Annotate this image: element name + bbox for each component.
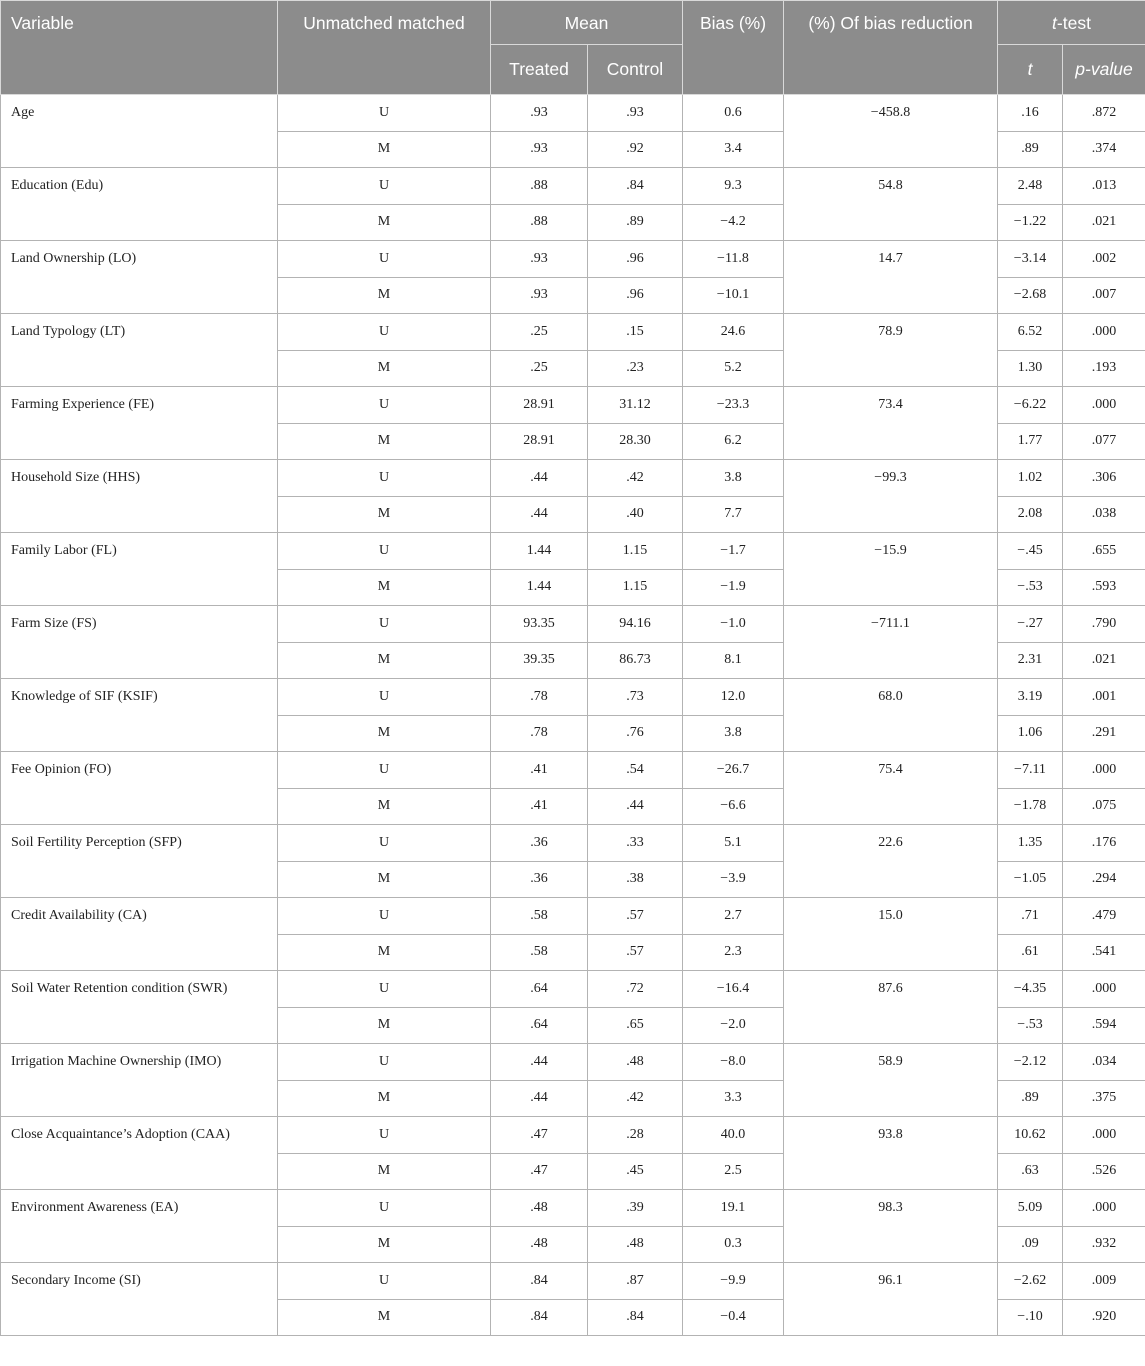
sample-label: M [278,423,491,460]
bias-reduction-value: −711.1 [784,606,998,679]
p-value: .077 [1063,423,1145,460]
t-value: −.53 [998,1007,1063,1044]
mean-treated: .25 [491,314,588,351]
bias-value: 0.6 [683,95,784,132]
sample-label: M [278,1153,491,1190]
bias-reduction-value: 15.0 [784,898,998,971]
p-value: .374 [1063,131,1145,168]
sample-label: M [278,204,491,241]
p-value: .021 [1063,204,1145,241]
mean-treated: 1.44 [491,533,588,570]
t-value: 6.52 [998,314,1063,351]
sample-label: M [278,715,491,752]
bias-value: 12.0 [683,679,784,716]
t-value: −6.22 [998,387,1063,424]
t-value: −7.11 [998,752,1063,789]
mean-control: .42 [588,1080,683,1117]
bias-value: −2.0 [683,1007,784,1044]
bias-value: 3.3 [683,1080,784,1117]
mean-treated: .93 [491,95,588,132]
t-value: 3.19 [998,679,1063,716]
mean-control: .84 [588,1299,683,1336]
mean-treated: 1.44 [491,569,588,606]
sample-label: U [278,168,491,205]
mean-control: .28 [588,1117,683,1154]
header-t-test [998,1,1145,45]
table-row [1,1117,1145,1154]
mean-control: .65 [588,1007,683,1044]
mean-control: .76 [588,715,683,752]
bias-value: −4.2 [683,204,784,241]
bias-value: −1.7 [683,533,784,570]
sample-label: M [278,569,491,606]
t-value: −2.62 [998,1263,1063,1300]
mean-control: .92 [588,131,683,168]
sample-label: M [278,934,491,971]
p-value: .176 [1063,825,1145,862]
mean-treated: .88 [491,168,588,205]
bias-value: −23.3 [683,387,784,424]
mean-treated: .93 [491,241,588,278]
p-value: .021 [1063,642,1145,679]
t-value: 10.62 [998,1117,1063,1154]
t-value: 1.35 [998,825,1063,862]
mean-treated: .47 [491,1153,588,1190]
bias-value: −1.0 [683,606,784,643]
t-value: 2.48 [998,168,1063,205]
mean-treated: .44 [491,1080,588,1117]
t-value: −.45 [998,533,1063,570]
bias-value: −3.9 [683,861,784,898]
mean-control: .38 [588,861,683,898]
t-value: 2.08 [998,496,1063,533]
sample-label: M [278,861,491,898]
variable-name: Farming Experience (FE) [1,387,278,460]
t-value: −.10 [998,1299,1063,1336]
bias-value: −6.6 [683,788,784,825]
bias-value: 19.1 [683,1190,784,1227]
p-value: .000 [1063,1117,1145,1154]
mean-control: 31.12 [588,387,683,424]
bias-value: −0.4 [683,1299,784,1336]
sample-label: M [278,1007,491,1044]
variable-name: Land Ownership (LO) [1,241,278,314]
header-control: Control [588,45,683,95]
sample-label: M [278,131,491,168]
bias-value: 40.0 [683,1117,784,1154]
bias-reduction-value: 54.8 [784,168,998,241]
t-value: 1.30 [998,350,1063,387]
t-value: −.27 [998,606,1063,643]
p-value: .000 [1063,971,1145,1008]
table-row [1,971,1145,1008]
p-value: .655 [1063,533,1145,570]
mean-treated: .48 [491,1226,588,1263]
mean-control: 28.30 [588,423,683,460]
p-value: .541 [1063,934,1145,971]
bias-reduction-value: 58.9 [784,1044,998,1117]
table-body [1,95,1145,1336]
bias-value: 5.1 [683,825,784,862]
mean-treated: .84 [491,1263,588,1300]
variable-name: Family Labor (FL) [1,533,278,606]
variable-name: Farm Size (FS) [1,606,278,679]
sample-label: U [278,1044,491,1081]
mean-control: .33 [588,825,683,862]
bias-value: 5.2 [683,350,784,387]
sample-label: U [278,314,491,351]
mean-treated: .41 [491,788,588,825]
variable-name: Fee Opinion (FO) [1,752,278,825]
mean-treated: .78 [491,715,588,752]
bias-reduction-value: 96.1 [784,1263,998,1336]
table-row [1,95,1145,132]
sample-label: U [278,95,491,132]
sample-label: M [278,1299,491,1336]
table-row [1,168,1145,205]
p-value: .193 [1063,350,1145,387]
bias-value: 3.8 [683,715,784,752]
bias-value: 9.3 [683,168,784,205]
mean-treated: 93.35 [491,606,588,643]
table-row [1,679,1145,716]
mean-control: .40 [588,496,683,533]
bias-value: 3.4 [683,131,784,168]
p-value: .790 [1063,606,1145,643]
mean-control: 86.73 [588,642,683,679]
mean-control: .57 [588,934,683,971]
bias-reduction-value: 87.6 [784,971,998,1044]
t-value: −1.05 [998,861,1063,898]
t-value: 5.09 [998,1190,1063,1227]
header-p-value: p-value [1063,45,1145,95]
bias-value: 8.1 [683,642,784,679]
header-t-test-rest: -test [1056,13,1091,33]
variable-name: Household Size (HHS) [1,460,278,533]
mean-treated: .64 [491,1007,588,1044]
mean-treated: 28.91 [491,423,588,460]
t-value: −1.22 [998,204,1063,241]
sample-label: M [278,642,491,679]
sample-label: U [278,387,491,424]
bias-reduction-value: 68.0 [784,679,998,752]
bias-value: 3.8 [683,460,784,497]
variable-name: Knowledge of SIF (KSIF) [1,679,278,752]
t-value: −.53 [998,569,1063,606]
sample-label: M [278,496,491,533]
t-value: .89 [998,131,1063,168]
mean-control: .15 [588,314,683,351]
sample-label: U [278,533,491,570]
p-value: .291 [1063,715,1145,752]
sample-label: U [278,679,491,716]
sample-label: U [278,606,491,643]
t-value: .71 [998,898,1063,935]
bias-value: 24.6 [683,314,784,351]
t-value: .63 [998,1153,1063,1190]
mean-control: .48 [588,1226,683,1263]
t-value: .16 [998,95,1063,132]
mean-treated: .47 [491,1117,588,1154]
p-value: .000 [1063,387,1145,424]
t-value: −2.68 [998,277,1063,314]
sample-label: U [278,1263,491,1300]
bias-value: 2.7 [683,898,784,935]
t-value: .89 [998,1080,1063,1117]
sample-label: U [278,1117,491,1154]
mean-treated: .58 [491,898,588,935]
bias-reduction-value: 78.9 [784,314,998,387]
table-row [1,533,1145,570]
variable-name: Soil Fertility Perception (SFP) [1,825,278,898]
mean-control: .96 [588,241,683,278]
mean-treated: .93 [491,277,588,314]
sample-label: U [278,825,491,862]
p-value: .526 [1063,1153,1145,1190]
header-t-test-italic: t [1052,13,1057,33]
table-row [1,387,1145,424]
bias-reduction-value: −458.8 [784,95,998,168]
t-value: .09 [998,1226,1063,1263]
mean-treated: .41 [491,752,588,789]
bias-value: −26.7 [683,752,784,789]
variable-name: Secondary Income (SI) [1,1263,278,1336]
p-value: .000 [1063,314,1145,351]
mean-treated: .36 [491,861,588,898]
variable-name: Close Acquaintance’s Adoption (CAA) [1,1117,278,1190]
p-value: .038 [1063,496,1145,533]
mean-control: .42 [588,460,683,497]
mean-control: .39 [588,1190,683,1227]
p-value: .375 [1063,1080,1145,1117]
variable-name: Environment Awareness (EA) [1,1190,278,1263]
mean-treated: .25 [491,350,588,387]
p-value: .479 [1063,898,1145,935]
mean-treated: .88 [491,204,588,241]
p-value: .932 [1063,1226,1145,1263]
mean-control: .23 [588,350,683,387]
sample-label: U [278,241,491,278]
mean-control: .96 [588,277,683,314]
mean-treated: .44 [491,496,588,533]
header-unmatched-matched: Unmatched matched [278,1,491,95]
table-row [1,825,1145,862]
mean-treated: .78 [491,679,588,716]
variable-name: Credit Availability (CA) [1,898,278,971]
p-value: .007 [1063,277,1145,314]
header-bias: Bias (%) [683,1,784,95]
p-value: .002 [1063,241,1145,278]
bias-value: −10.1 [683,277,784,314]
sample-label: U [278,898,491,935]
t-value: .61 [998,934,1063,971]
table-row [1,460,1145,497]
mean-control: .48 [588,1044,683,1081]
t-value: 1.06 [998,715,1063,752]
bias-value: −8.0 [683,1044,784,1081]
bias-reduction-value: −15.9 [784,533,998,606]
bias-value: −16.4 [683,971,784,1008]
p-value: .009 [1063,1263,1145,1300]
bias-value: 2.3 [683,934,784,971]
p-value: .872 [1063,95,1145,132]
t-value: −4.35 [998,971,1063,1008]
header-bias-reduction: (%) Of bias reduction [784,1,998,95]
sample-label: U [278,1190,491,1227]
table-row [1,241,1145,278]
bias-value: 6.2 [683,423,784,460]
bias-reduction-value: 93.8 [784,1117,998,1190]
p-value: .294 [1063,861,1145,898]
header-variable: Variable [1,1,278,95]
p-value: .306 [1063,460,1145,497]
mean-control: .45 [588,1153,683,1190]
bias-value: −1.9 [683,569,784,606]
p-value: .013 [1063,168,1145,205]
bias-reduction-value: 75.4 [784,752,998,825]
mean-control: 94.16 [588,606,683,643]
table-row [1,1263,1145,1300]
t-value: 2.31 [998,642,1063,679]
bias-reduction-value: 98.3 [784,1190,998,1263]
p-value: .594 [1063,1007,1145,1044]
bias-reduction-value: 22.6 [784,825,998,898]
table-row [1,606,1145,643]
mean-treated: .58 [491,934,588,971]
bias-reduction-value: 14.7 [784,241,998,314]
mean-control: .93 [588,95,683,132]
variable-name: Land Typology (LT) [1,314,278,387]
variable-name: Education (Edu) [1,168,278,241]
table-row [1,1044,1145,1081]
mean-control: .54 [588,752,683,789]
mean-control: .57 [588,898,683,935]
variable-name: Irrigation Machine Ownership (IMO) [1,1044,278,1117]
header-t: t [998,45,1063,95]
p-value: .034 [1063,1044,1145,1081]
p-value: .000 [1063,1190,1145,1227]
mean-control: .87 [588,1263,683,1300]
table-row [1,752,1145,789]
mean-control: .44 [588,788,683,825]
header-mean: Mean [491,1,683,45]
header-treated: Treated [491,45,588,95]
mean-treated: .93 [491,131,588,168]
table-row [1,1190,1145,1227]
t-value: 1.02 [998,460,1063,497]
mean-treated: .84 [491,1299,588,1336]
mean-treated: .44 [491,1044,588,1081]
p-value: .075 [1063,788,1145,825]
mean-treated: 28.91 [491,387,588,424]
mean-control: 1.15 [588,569,683,606]
t-value: −2.12 [998,1044,1063,1081]
bias-value: −11.8 [683,241,784,278]
sample-label: U [278,460,491,497]
mean-control: 1.15 [588,533,683,570]
mean-treated: .44 [491,460,588,497]
bias-reduction-value: −99.3 [784,460,998,533]
mean-control: .84 [588,168,683,205]
mean-control: .73 [588,679,683,716]
sample-label: M [278,1080,491,1117]
sample-label: U [278,752,491,789]
mean-treated: 39.35 [491,642,588,679]
mean-treated: .64 [491,971,588,1008]
mean-treated: .48 [491,1190,588,1227]
variable-name: Age [1,95,278,168]
p-value: .001 [1063,679,1145,716]
sample-label: U [278,971,491,1008]
mean-treated: .36 [491,825,588,862]
variable-name: Soil Water Retention condition (SWR) [1,971,278,1044]
bias-value: 0.3 [683,1226,784,1263]
sample-label: M [278,350,491,387]
bias-reduction-value: 73.4 [784,387,998,460]
mean-control: .89 [588,204,683,241]
bias-value: −9.9 [683,1263,784,1300]
table-row [1,898,1145,935]
bias-value: 7.7 [683,496,784,533]
sample-label: M [278,1226,491,1263]
sample-label: M [278,788,491,825]
t-value: −3.14 [998,241,1063,278]
t-value: 1.77 [998,423,1063,460]
table-row [1,314,1145,351]
bias-value: 2.5 [683,1153,784,1190]
p-value: .593 [1063,569,1145,606]
p-value: .000 [1063,752,1145,789]
header-row-1 [1,1,1145,45]
sample-label: M [278,277,491,314]
p-value: .920 [1063,1299,1145,1336]
t-value: −1.78 [998,788,1063,825]
mean-control: .72 [588,971,683,1008]
